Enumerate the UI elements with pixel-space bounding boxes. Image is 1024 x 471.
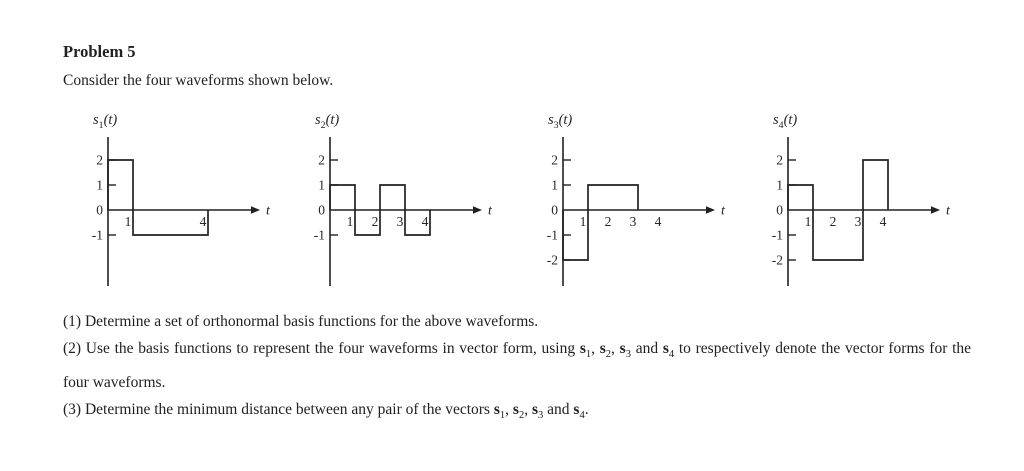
waveform-plot-s1 [85, 136, 300, 301]
question-text: , [505, 401, 513, 419]
vector-symbol: s [573, 401, 580, 419]
vector-subscript: 2 [518, 410, 525, 422]
figure-s2-title [315, 112, 522, 132]
y-tick-label: 1 [318, 177, 325, 193]
x-tick-label: 4 [421, 214, 429, 229]
y-tick-label: -1 [313, 227, 325, 243]
waveform-path [563, 185, 638, 260]
vector-symbol: s [512, 401, 519, 419]
y-tick-label: 2 [776, 152, 783, 168]
t-axis-arrow-icon [706, 206, 715, 214]
signal-symbol: s [548, 112, 554, 128]
y-tick-label: -1 [91, 227, 103, 243]
vector-subscript: 4 [668, 349, 675, 361]
vector-symbol: s [599, 340, 606, 358]
x-tick-label: 2 [829, 214, 837, 229]
x-tick-label: 1 [346, 214, 354, 229]
vector-subscript: 1 [585, 349, 592, 361]
x-tick-label: 2 [371, 214, 379, 229]
y-tick-label: -2 [771, 252, 783, 268]
x-tick-label: 2 [604, 214, 612, 229]
signal-symbol: s [773, 112, 779, 128]
y-tick-label: -2 [546, 252, 558, 268]
x-tick-label: 4 [879, 214, 887, 229]
t-axis-arrow-icon [251, 206, 260, 214]
y-tick-label: 2 [551, 152, 558, 168]
x-tick-label: 1 [579, 214, 587, 229]
waveform-plot-s3 [540, 136, 755, 301]
vector-symbol: s [619, 340, 626, 358]
question-text: , [611, 340, 620, 358]
figure-s4-title [773, 112, 980, 132]
y-tick-label: 0 [318, 202, 325, 218]
signal-symbol: s [93, 112, 99, 128]
vector-symbol: s [531, 401, 539, 419]
signal-subscript: 4 [778, 119, 784, 131]
y-tick-label: 2 [318, 152, 325, 168]
question-text: . [584, 401, 589, 419]
x-tick-label: 4 [199, 214, 207, 229]
t-axis-label: t [488, 203, 492, 219]
waveform-plot-s4 [765, 136, 980, 301]
vector-subscript: 4 [579, 410, 585, 422]
figure-s2 [307, 112, 522, 307]
t-axis-arrow-icon [473, 206, 482, 214]
vector-symbol: s [493, 401, 500, 419]
signal-argument: (t) [325, 112, 340, 128]
t-axis-arrow-icon [931, 206, 940, 214]
x-tick-label: 3 [396, 214, 404, 229]
signal-subscript: 1 [98, 119, 104, 131]
y-tick-label: 2 [96, 152, 103, 168]
t-axis-label: t [721, 203, 725, 219]
x-tick-label: 1 [804, 214, 812, 229]
x-tick-label: 4 [654, 214, 662, 229]
question-item [63, 396, 971, 430]
figure-s3-title [548, 112, 755, 132]
x-tick-label: 3 [854, 214, 862, 229]
question-text: (1) Determine a set of orthonormal basis functions for the above waveforms. [63, 313, 539, 330]
vector-subscript: 2 [605, 349, 612, 361]
signal-symbol: s [315, 112, 321, 128]
question-text: to respectively denote the vector forms for the four waveforms. [63, 340, 972, 391]
y-tick-label: 1 [96, 177, 103, 193]
question-text: , [524, 401, 532, 419]
vector-subscript: 3 [538, 410, 544, 422]
question-item [63, 308, 971, 335]
x-tick-label: 1 [124, 214, 132, 229]
y-tick-label: 0 [551, 202, 558, 218]
questions-list [63, 308, 971, 430]
question-text: , [591, 340, 600, 358]
signal-argument: (t) [558, 112, 573, 128]
question-item [63, 335, 971, 396]
question-text: and [543, 401, 574, 419]
vector-symbol: s [662, 340, 669, 358]
question-text: (2) Use the basis functions to represent the four waveforms in vector form, using [63, 340, 580, 358]
figure-s1-title [93, 112, 300, 132]
waveform-plot-s2 [307, 136, 522, 301]
question-text: and [630, 340, 663, 358]
signal-subscript: 2 [320, 119, 326, 131]
page-title: Problem 5 [63, 42, 136, 61]
waveform-path [108, 160, 208, 235]
y-tick-label: -1 [771, 227, 783, 243]
y-tick-label: 1 [776, 177, 783, 193]
question-text: (3) Determine the minimum distance between any pair of the vectors [63, 401, 494, 419]
figure-s1 [85, 112, 300, 307]
intro-text: Consider the four waveforms shown below. [63, 72, 334, 89]
y-tick-label: 1 [551, 177, 558, 193]
figure-s4 [765, 112, 980, 307]
signal-subscript: 3 [553, 119, 559, 131]
vector-subscript: 1 [499, 410, 506, 422]
t-axis-label: t [266, 203, 270, 219]
figure-s3 [540, 112, 755, 307]
t-axis-label: t [946, 203, 950, 219]
y-tick-label: -1 [546, 227, 558, 243]
vector-subscript: 3 [625, 349, 631, 361]
vector-symbol: s [579, 340, 586, 358]
y-tick-label: 0 [776, 202, 783, 218]
signal-argument: (t) [783, 112, 798, 128]
x-tick-label: 3 [629, 214, 637, 229]
y-tick-label: 0 [96, 202, 103, 218]
signal-argument: (t) [103, 112, 118, 128]
